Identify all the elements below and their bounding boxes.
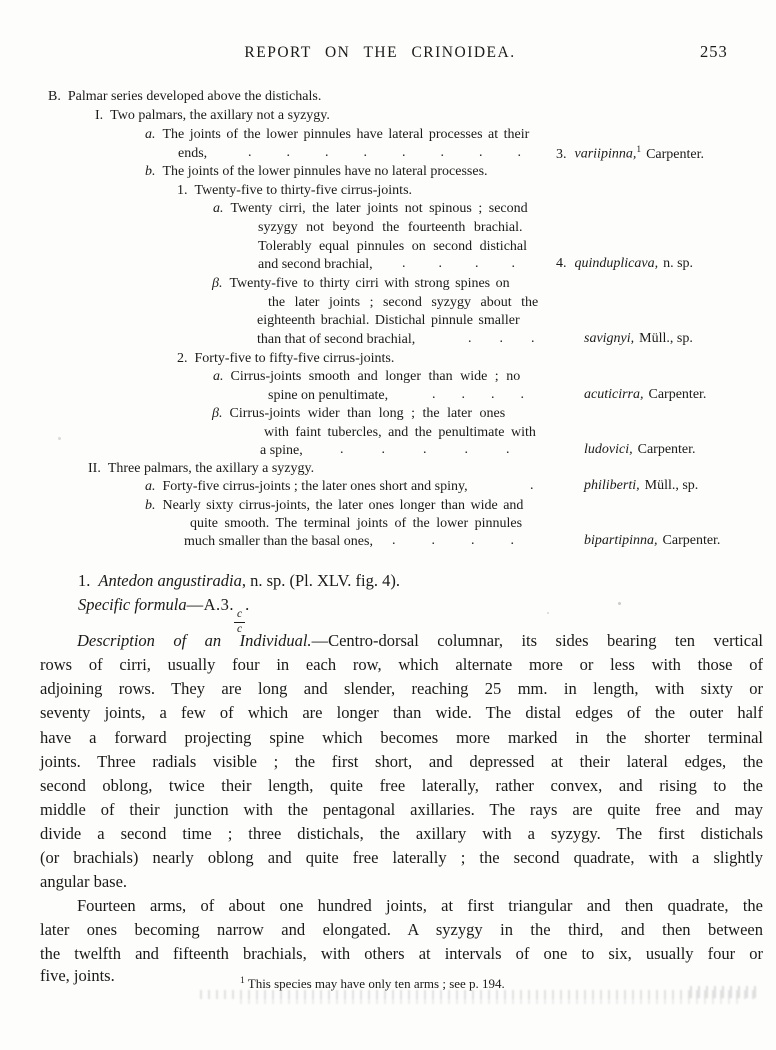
key-text: a spine,	[260, 443, 303, 458]
species-author: Carpenter.	[648, 387, 707, 402]
key-marker: 2.	[177, 351, 188, 366]
key-marker: I.	[95, 108, 104, 123]
key-line	[212, 405, 505, 422]
page-number: 253	[700, 42, 728, 61]
key-text: Palmar series developed above the distichals.	[67, 89, 322, 104]
key-marker: b.	[145, 164, 156, 179]
key-marker: B.	[48, 89, 61, 104]
species-name: philiberti,	[584, 478, 640, 493]
species-entry	[584, 478, 698, 494]
key-text: spine on penultimate,	[268, 388, 389, 403]
key-text: ends,	[178, 146, 208, 161]
species-heading-rest: , n. sp. (Pl. XLV. fig. 4).	[241, 571, 400, 590]
species-entry	[556, 256, 693, 272]
key-text: syzygy not beyond the fourteenth brachial.	[258, 220, 523, 235]
key-text: with faint tubercles, and the penultimate with	[264, 425, 536, 440]
body-line: middle of their junction with the pentagonal axillaries. The rays are quite free and may	[40, 800, 763, 819]
key-line	[258, 238, 527, 255]
formula-period: .	[245, 595, 250, 614]
species-heading-name: Antedon angustiradia	[98, 571, 242, 590]
dot-leader: ....	[392, 533, 550, 548]
species-name: ludovici,	[584, 442, 633, 457]
species-author: n. sp.	[663, 256, 694, 271]
dot-leader: .....	[340, 442, 548, 457]
dot-leader: ...	[468, 331, 563, 346]
species-name: bipartipinna,	[584, 533, 658, 548]
species-author: Müll., sp.	[639, 331, 693, 346]
fraction-numerator: c	[234, 609, 245, 623]
body-line: have a forward projecting spine which becomes more marked in the shorter terminal	[40, 728, 763, 747]
body-text: —Centro-dorsal columnar, its sides bearing ten vertical	[311, 631, 763, 650]
key-marker: β.	[212, 406, 223, 421]
species-author: Carpenter.	[637, 442, 696, 457]
key-line	[88, 460, 314, 477]
body-line: later ones becoming narrow and elongated. A syzygy in the third, and then between	[40, 920, 763, 939]
key-text: Twenty-five to thirty cirri with strong spines on	[229, 276, 510, 291]
key-line	[184, 533, 373, 550]
footnote-marker: 1	[240, 976, 245, 986]
key-text: quite smooth. The terminal joints of the lower pinnules	[190, 516, 523, 531]
key-line	[145, 497, 523, 514]
key-text: much smaller than the basal ones,	[184, 534, 373, 549]
key-text: the later joints ; second syzygy about the	[268, 295, 539, 310]
key-text: Twenty-five to thirty-five cirrus-joints.	[194, 183, 413, 198]
key-text: Two palmars, the axillary not a syzygy.	[110, 108, 330, 123]
key-line	[190, 515, 522, 532]
footnote-ref: 1	[636, 145, 642, 155]
key-line	[177, 350, 394, 367]
key-line	[145, 478, 468, 495]
key-line	[213, 200, 528, 217]
key-line	[257, 331, 415, 348]
specific-formula	[78, 595, 250, 635]
species-entry	[584, 442, 696, 458]
body-line: Fourteen arms, of about one hundred joints, at first triangular and then quadrate, the	[77, 896, 763, 915]
key-marker: a.	[213, 201, 224, 216]
scan-speck	[58, 437, 61, 440]
scan-noise-band	[200, 990, 760, 999]
key-line	[95, 107, 330, 124]
key-text: Cirrus-joints wider than long ; the later ones	[229, 406, 506, 421]
species-entry	[556, 145, 704, 163]
scan-noise-band	[240, 999, 740, 1004]
species-name: acuticirra,	[584, 387, 644, 402]
species-entry	[584, 387, 706, 403]
key-line	[260, 442, 303, 459]
scan-speck	[618, 602, 621, 605]
key-text: than that of second brachial,	[257, 332, 416, 347]
key-marker: a.	[213, 369, 224, 384]
species-author: Carpenter.	[662, 533, 721, 548]
footnote-text: This species may have only ten arms ; see p. 194.	[247, 976, 505, 992]
body-line: angular base.	[40, 872, 128, 891]
running-header: REPORT ON THE CRINOIDEA.	[244, 44, 516, 61]
key-line	[48, 88, 321, 105]
species-number: 4.	[556, 256, 567, 271]
key-line	[178, 145, 207, 162]
dot-leader: ........	[248, 145, 556, 160]
species-number: 3.	[556, 146, 567, 162]
fraction-denominator: c	[237, 622, 243, 635]
key-text: Forty-five cirrus-joints ; the later ones short and spiny,	[162, 479, 468, 494]
key-marker: β.	[212, 276, 223, 291]
key-line	[212, 275, 510, 292]
key-line	[268, 294, 538, 311]
key-line	[177, 182, 412, 199]
dot-leader: ....	[432, 387, 550, 402]
key-line	[213, 368, 520, 385]
species-heading-number: 1.	[78, 571, 91, 590]
description-lead-in: Description of an Individual.	[77, 631, 312, 650]
scan-noise-smudge	[690, 986, 762, 998]
key-text: Tolerably equal pinnules on second distichal	[258, 239, 528, 254]
dot-leader: .	[530, 478, 534, 493]
key-marker: 1.	[177, 183, 188, 198]
formula-lead: Specific formula	[78, 595, 187, 614]
body-line: (or brachials) nearly oblong and quite free laterally ; the second quadrate, with a slightly	[40, 848, 763, 867]
body-line: the twelfth and fifteenth brachials, with others at intervals of one to six, usually four or	[40, 944, 763, 963]
key-text: eighteenth brachial. Distichal pinnule smaller	[257, 313, 520, 328]
body-line: adjoining rows. They are long and slender, reaching 25 mm. in length, with sixty or	[40, 679, 763, 698]
key-line	[258, 256, 373, 273]
species-author: Müll., sp.	[644, 478, 699, 493]
key-line	[264, 424, 536, 441]
key-line	[145, 126, 529, 143]
body-line: divide a second time ; three distichals, the axillary with a syzygy. The first distichals	[40, 824, 763, 843]
body-line: seventy joints, a few of which are longer than wide. The distal edges of the outer half	[40, 703, 763, 722]
species-author: Carpenter.	[646, 146, 705, 162]
key-text: Cirrus-joints smooth and longer than wide ; no	[230, 369, 521, 384]
key-text: Forty-five to fifty-five cirrus-joints.	[194, 351, 395, 366]
body-line: rows of cirri, usually four in each row, which alternate more or less with those of	[40, 655, 763, 674]
body-line: second oblong, twice their length, quite free laterally, rather convex, and rising to the	[40, 776, 763, 795]
scan-speck	[547, 612, 549, 614]
key-line	[258, 219, 522, 236]
species-entry	[584, 533, 720, 549]
key-marker: b.	[145, 498, 156, 513]
key-line	[257, 312, 520, 329]
body-line: joints. Three radials visible ; the first short, and depressed at their lateral edges, the	[40, 752, 763, 771]
key-text: and second brachial,	[258, 257, 373, 272]
species-name: variipinna,	[574, 146, 637, 162]
key-text: Nearly sixty cirrus-joints, the later ones longer than wide and	[162, 498, 524, 513]
key-marker: II.	[88, 461, 101, 476]
key-text: The joints of the lower pinnules have no lateral processes.	[162, 164, 488, 179]
key-text: Twenty cirri, the later joints not spinous ; second	[230, 201, 528, 216]
key-text: Three palmars, the axillary a syzygy.	[107, 461, 315, 476]
species-heading	[78, 571, 400, 591]
key-line	[268, 387, 388, 404]
species-name: savignyi,	[584, 331, 635, 346]
species-entry	[584, 331, 693, 347]
key-text: The joints of the lower pinnules have lateral processes at their	[162, 127, 530, 142]
dot-leader: ....	[402, 256, 548, 271]
body-line	[40, 630, 763, 652]
key-marker: a.	[145, 127, 156, 142]
key-marker: a.	[145, 479, 156, 494]
species-name: quinduplicava,	[574, 256, 659, 271]
key-line	[145, 163, 488, 180]
body-line: five, joints.	[40, 966, 115, 985]
formula-code: —A.3.	[186, 595, 235, 614]
